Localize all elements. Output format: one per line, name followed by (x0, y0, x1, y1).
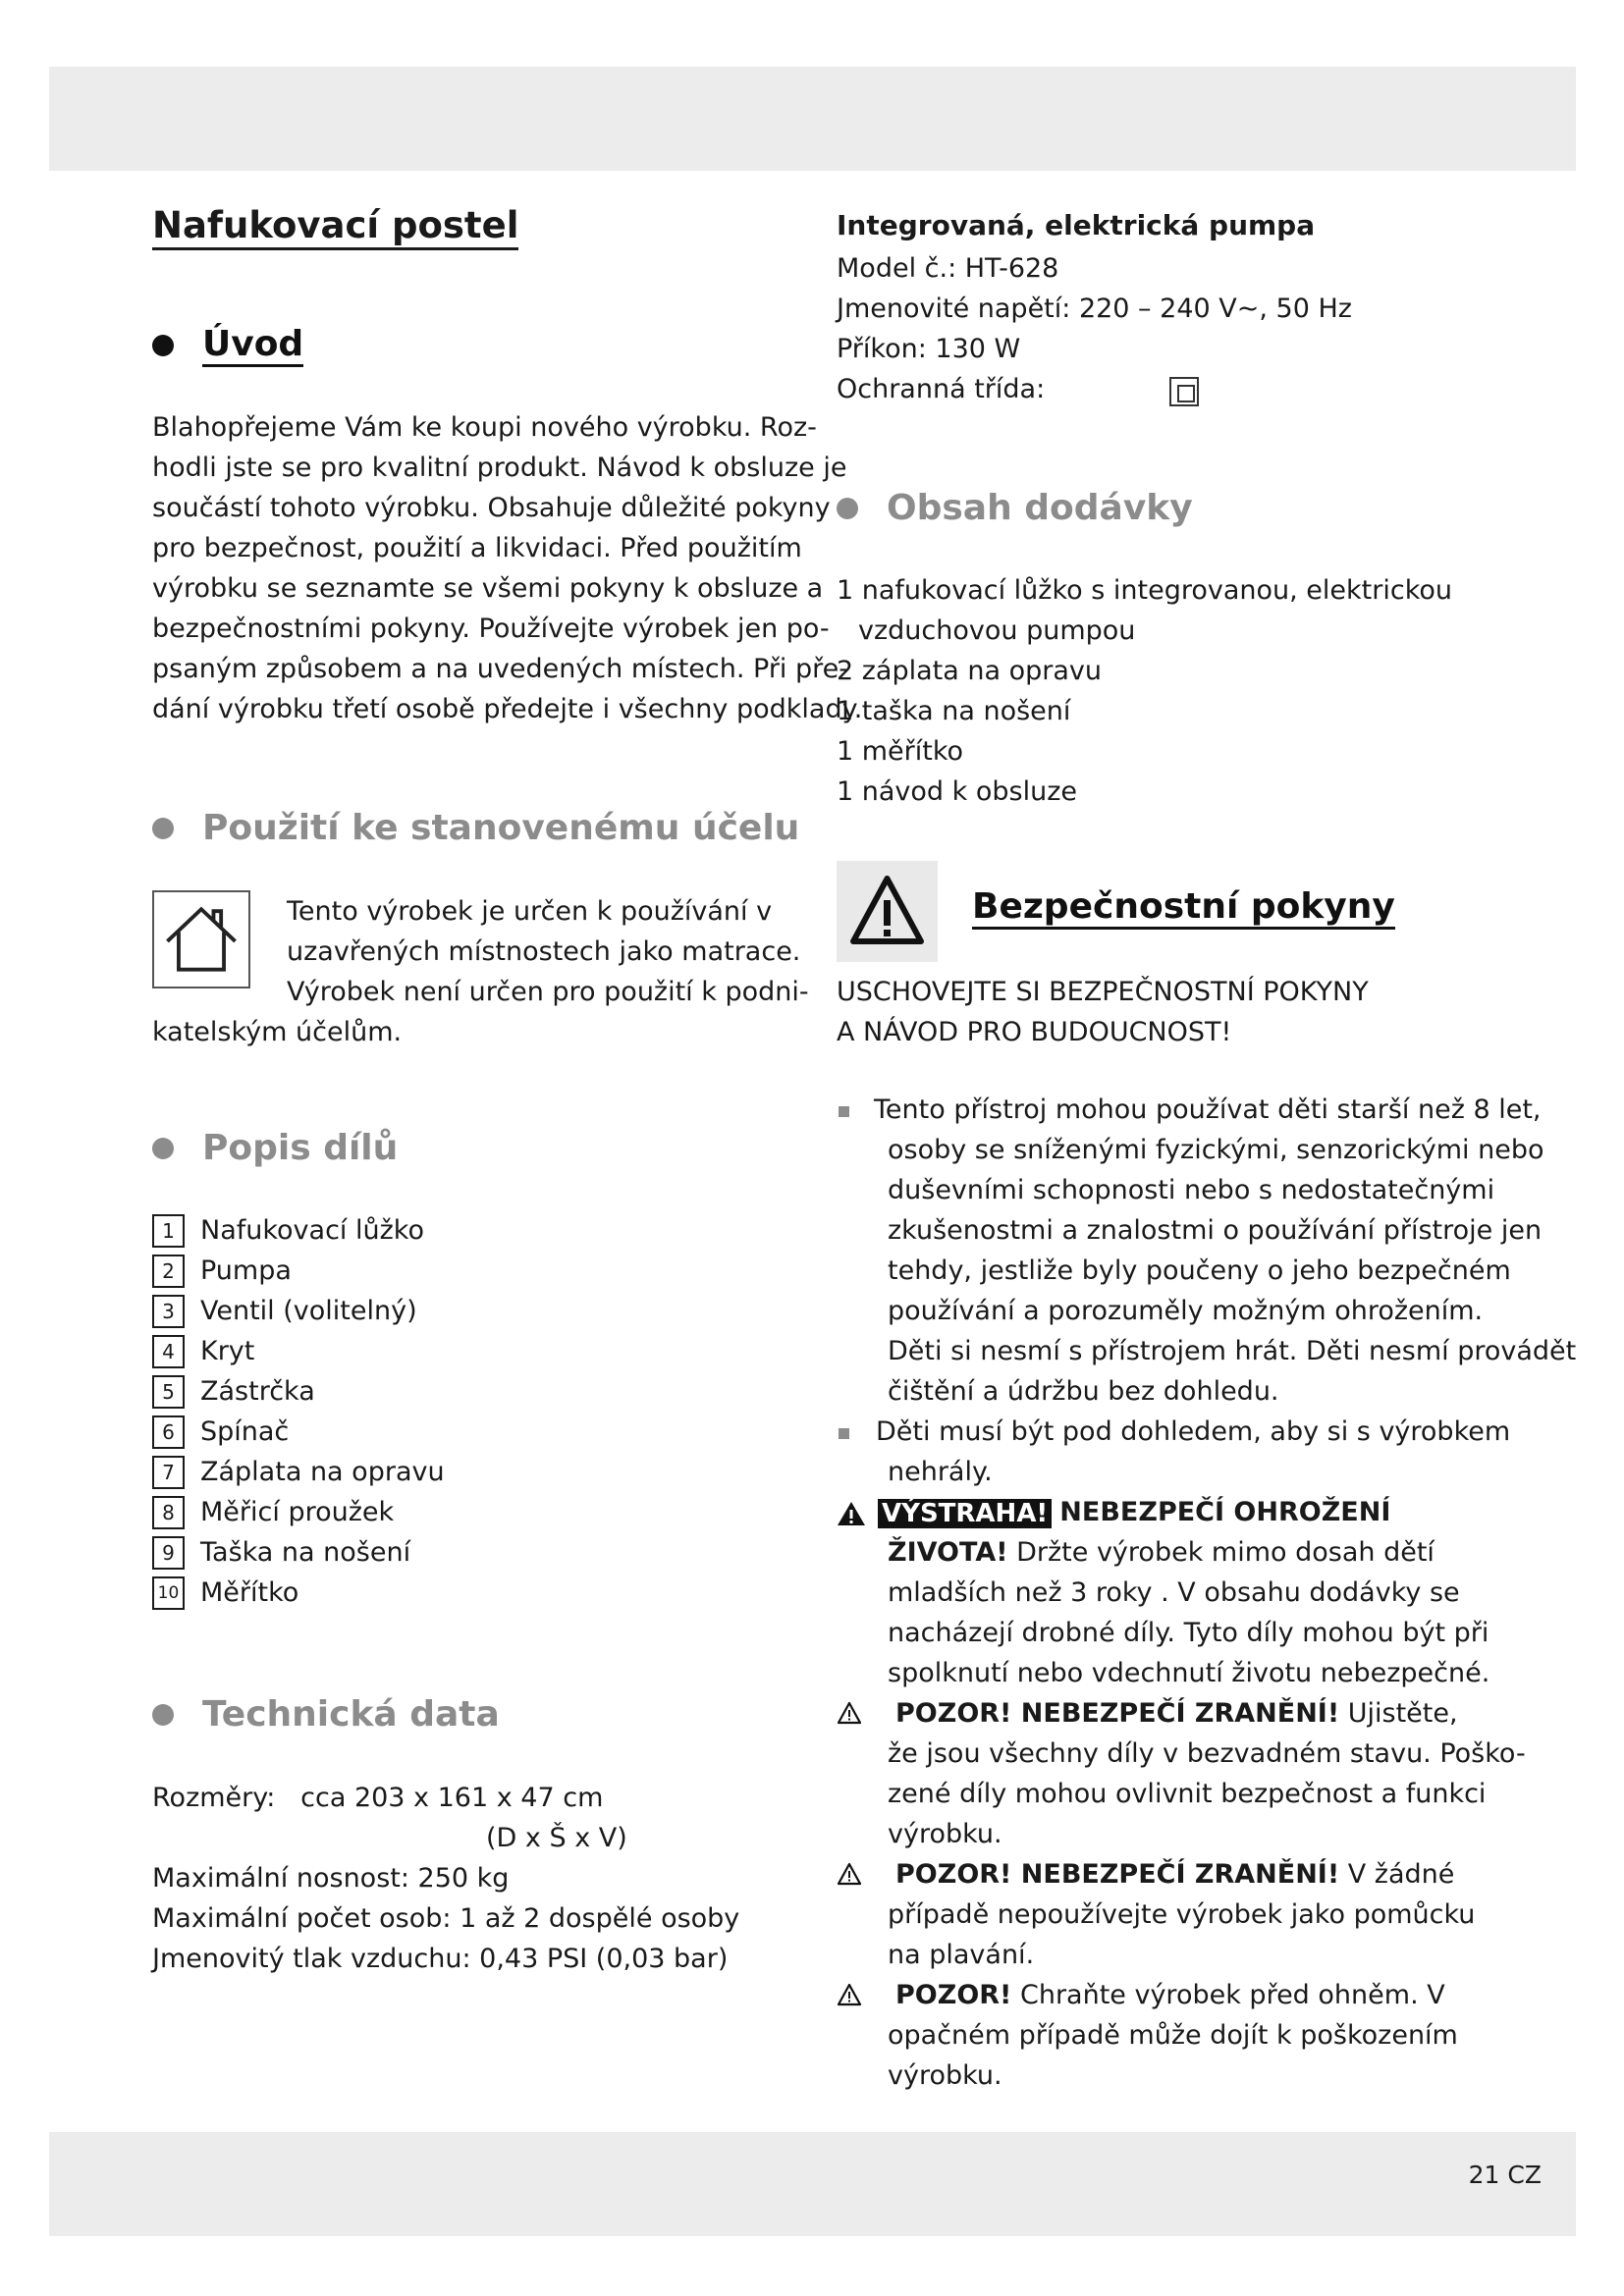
section-intro-heading: Úvod (152, 324, 303, 367)
section-tech-heading: Technická data (152, 1694, 500, 1735)
pump-specs: Model č.: HT-628 Jmenovité napětí: 220 – 240 V∼, 50 Hz Příkon: 130 W Ochranná třída: (837, 253, 1352, 404)
warning-triangle-icon (837, 1500, 866, 1527)
rated-pressure: Jmenovitý tlak vzduchu: 0,43 PSI (0,03 bar) (152, 1944, 729, 1974)
tech-data (152, 1778, 739, 1979)
header-band (49, 67, 1576, 171)
section-delivery-heading: Obsah dodávky (837, 488, 1193, 528)
list-item: Děti musí být pod dohledem, aby si s výrobkem nehrály. (837, 1412, 1485, 1492)
section-use-heading: Použití ke stanovenému účelu (152, 808, 799, 848)
list-item: POZOR! NEBEZPEČÍ ZRANĚNÍ! V žádné případě nepoužívejte výrobek jako pomůcku na plavání. (837, 1854, 1485, 1975)
intro-paragraph: Blahopřejeme Vám ke koupi nového výrobku. Roz- hodli jste se pro kvalitní produkt. Návod k obsluze je součástí tohoto výrobku. Obsahuje důležité pokyny pro bezpečnost, použití a likvidaci. Před použitím výrobku se seznamte se všemi pokyny k obsluze a bezpečnostními pokyny. Používejte výrobek jen po- psaným způsobem a na uvedených místech. Při pře- dání výrobku třetí osobě předejte i všechny podklady. (152, 412, 863, 724)
list-item: 7 Záplata na opravu (152, 1452, 445, 1492)
max-load: Maximální nosnost: 250 kg (152, 1863, 510, 1894)
page-number: 21 CZ (1468, 2161, 1542, 2189)
list-item: 6 Spínač (152, 1412, 445, 1452)
bullet-icon (152, 818, 174, 839)
bullet-icon (837, 498, 858, 519)
square-bullet-icon (839, 1428, 849, 1439)
pump-heading: Integrovaná, elektrická pumpa (837, 209, 1316, 241)
warning-triangle-icon (837, 861, 938, 962)
use-paragraph: Tento výrobek je určen k používání v uzavřených místnostech jako matrace. Výrobek není určen pro použití k podni- katelským účelům. (152, 896, 809, 1047)
list-item: Tento přístroj mohou používat děti starší než 8 let, osoby se sníženými fyzickými, senzorickými nebo duševními schopnosti nebo s nedostatečnými zkušenostmi a znalostmi o používání přístroje jen tehdy, jestliže byly poučeny o jeho bezpečném používání a porozuměly možným ohrožením. Děti si nesmí s přístrojem hrát. Děti nesmí provádět čištění a údržbu bez dohledu. (837, 1090, 1485, 1412)
bullet-icon (152, 1704, 174, 1726)
safety-heading: Bezpečnostní pokyny (972, 886, 1395, 930)
caution-triangle-icon (837, 1983, 862, 2006)
bullet-icon (152, 335, 174, 356)
list-item: 8 Měřicí proužek (152, 1492, 445, 1532)
footer-band (49, 2132, 1576, 2236)
list-item: 10 Měřítko (152, 1573, 445, 1613)
max-persons: Maximální počet osob: 1 až 2 dospělé osoby (152, 1903, 740, 1934)
square-bullet-icon (839, 1106, 849, 1117)
list-item: 5 Zástrčka (152, 1371, 445, 1412)
list-item: 9 Taška na nošení (152, 1532, 445, 1573)
protection-class-ii-icon (1169, 377, 1199, 406)
warning-label: VÝSTRAHA! (878, 1499, 1052, 1528)
keep-instructions: USCHOVEJTE SI BEZPEČNOSTNÍ POKYNY A NÁVOD PRO BUDOUCNOST! (837, 977, 1369, 1047)
caution-triangle-icon (837, 1862, 862, 1886)
list-item: POZOR! Chraňte výrobek před ohněm. V opačném případě může dojít k poškozením výrobku. (837, 1975, 1485, 2096)
caution-triangle-icon (837, 1701, 862, 1725)
list-item: POZOR! NEBEZPEČÍ ZRANĚNÍ! Ujistěte, že jsou všechny díly v bezvadném stavu. Poško- zené díly mohou ovlivnit bezpečnost a funkci výrobku. (837, 1693, 1485, 1854)
document-title: Nafukovací postel (152, 204, 518, 250)
bullet-icon (152, 1138, 174, 1159)
list-item: 4 Kryt (152, 1331, 445, 1371)
safety-items (837, 1090, 1577, 2096)
list-item: VÝSTRAHA! NEBEZPEČÍ OHROŽENÍ ŽIVOTA! Držte výrobek mimo dosah dětí mladších než 3 roky . V obsahu dodávky se nacházejí drobné díly. Tyto díly mohou být při spolknutí nebo vdechnutí životu nebezpečné. (837, 1492, 1485, 1693)
list-item: 1 Nafukovací lůžko (152, 1210, 445, 1251)
parts-list (152, 1210, 445, 1613)
dimensions-note: (D x Š x V) (486, 1823, 627, 1853)
list-item: 3 Ventil (volitelný) (152, 1291, 445, 1331)
list-item: 2 Pumpa (152, 1251, 445, 1291)
delivery-list: 1 nafukovací lůžko s integrovanou, elektrickou vzduchovou pumpou 2 záplata na opravu 1 taška na nošení 1 měřítko 1 návod k obsluze (837, 575, 1452, 807)
section-parts-heading: Popis dílů (152, 1128, 398, 1168)
dimensions: Rozměry: cca 203 x 161 x 47 cm (152, 1783, 604, 1813)
